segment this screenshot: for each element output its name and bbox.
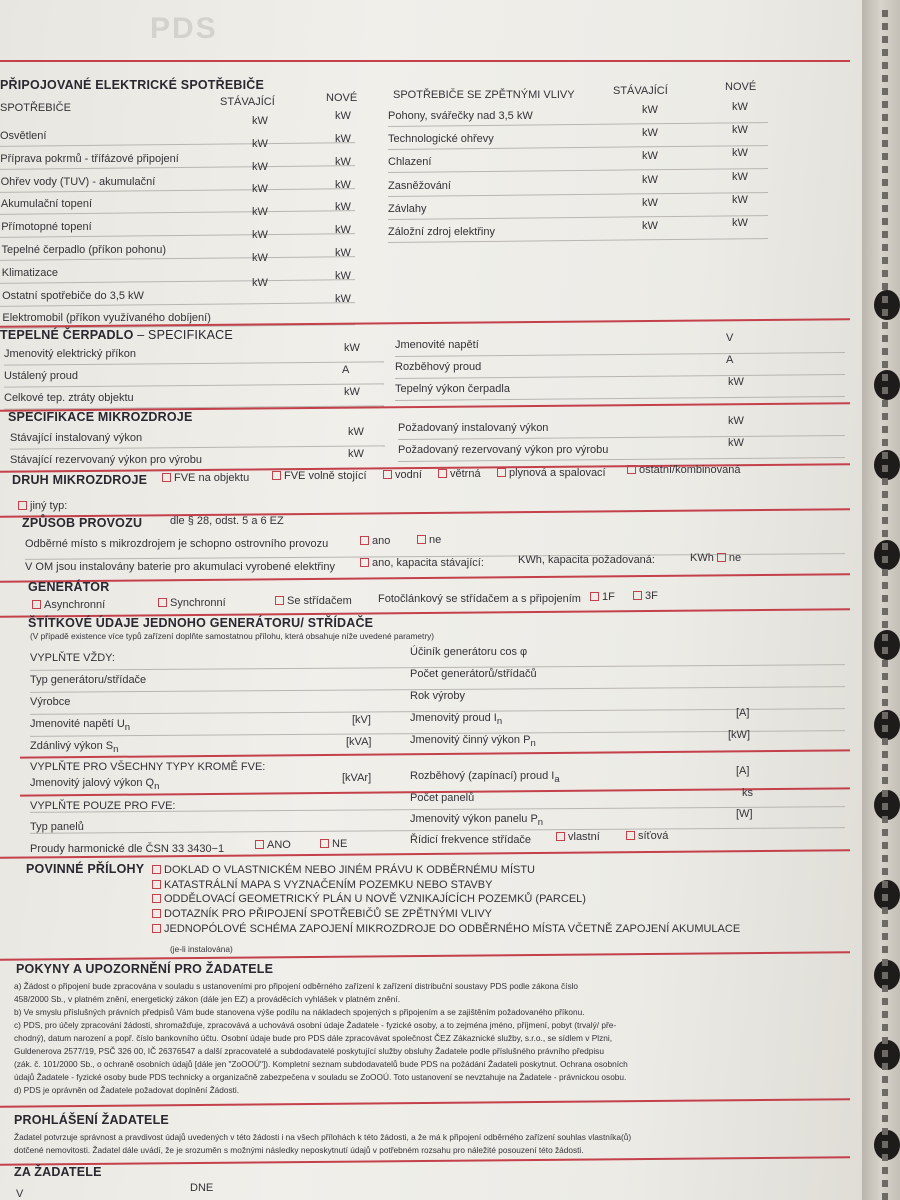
red-rule-gen [0, 573, 850, 582]
binder-mark [882, 1063, 888, 1070]
binder-mark [882, 75, 888, 82]
mz-left-unit: kW [348, 426, 364, 438]
stit-typ: Typ generátoru/střídače [30, 674, 147, 686]
binder-mark [882, 348, 888, 355]
consumer-row-label: Ohřev vody (TUV) - akumulační [0, 175, 156, 188]
consumer-row-label: Akumulační topení [0, 198, 93, 211]
binder-mark [882, 712, 888, 719]
unit-new: kW [335, 224, 351, 237]
binder-mark [882, 10, 888, 17]
row-line [4, 383, 384, 387]
binder-mark [882, 23, 888, 30]
unit-current: kW [252, 160, 268, 173]
stit-vykon-unit: [W] [736, 808, 753, 820]
binder-mark [882, 1193, 888, 1200]
binder-mark [882, 426, 888, 433]
stit-cinny: Jmenovitý činný výkon $P_n$ [410, 734, 536, 750]
unit-current: kW [252, 251, 268, 264]
stit-ridici: Řídicí frekvence střídače [410, 834, 532, 846]
option-fve-objekt[interactable]: FVE na objektu [162, 472, 249, 485]
checkbox[interactable] [152, 924, 161, 933]
checkbox[interactable] [320, 839, 329, 848]
provoz-q1-ne[interactable]: ne [417, 534, 441, 547]
binder-mark [882, 478, 888, 485]
binder-mark [882, 335, 888, 342]
row-line [0, 142, 355, 147]
row-line [395, 396, 845, 401]
binder-mark [882, 1167, 888, 1174]
consumer-row-label: Přímotopné topení [1, 221, 92, 234]
checkbox[interactable] [152, 865, 161, 874]
instruction-line: a) Žádost o připojení bude zpracována v souladu s ustanoveními pro připojení odběrného zařízení k zařízení distribuční soustavy PDS podle zákona číslo [14, 981, 579, 991]
unit-new: kW [732, 217, 748, 229]
unit-current: kW [642, 196, 658, 209]
tc-left-unit: A [342, 364, 350, 376]
consumer-vlivy-row-label: Záložní zdroj elektřiny [388, 226, 495, 238]
row-line [398, 435, 845, 440]
checkbox[interactable] [275, 596, 284, 605]
checkbox[interactable] [152, 880, 161, 889]
stit-vyrobce: Výrobce [30, 696, 71, 708]
instruction-line: údajů Žadatele - fyzické osoby bude PDS technicky a organizačně zabezpečena v souladu se ZoOOÚ. Toto ustanovení se nevztahuje na Žadatele - právnickou osobu. [14, 1072, 627, 1082]
ridici-vlastni[interactable]: vlastní [556, 831, 600, 844]
stit-pocetpanelu: Počet panelů [410, 792, 475, 804]
row-line [4, 361, 384, 365]
binder-mark [882, 556, 888, 563]
binder-mark [882, 855, 888, 862]
unit-new: kW [335, 155, 351, 168]
stit-rozbeh: Rozběhový (zapínací) proud $I_a$ [410, 770, 560, 786]
checkbox[interactable] [255, 840, 264, 849]
binder-mark [882, 36, 888, 43]
harm-ne[interactable]: NE [320, 838, 347, 851]
section-title-pokyny: POKYNY A UPOZORNĚNÍ PRO ŽADATELE [16, 962, 274, 976]
binder-mark [882, 283, 888, 290]
option-ostatni[interactable]: ostatní/kombinovaná [627, 464, 741, 477]
binder-mark [882, 231, 888, 238]
binder-mark [882, 998, 888, 1005]
binder-mark [882, 257, 888, 264]
unit-current: kW [252, 229, 268, 242]
unit-new: kW [732, 170, 748, 183]
col-header-spotrebice-vlivy: SPOTŘEBIČE SE ZPĚTNÝMI VLIVY [393, 89, 575, 101]
checkbox[interactable] [360, 536, 369, 545]
red-rule-prohl [0, 1098, 850, 1107]
option-vetrna[interactable]: větrná [438, 468, 481, 481]
binder-mark [882, 322, 888, 329]
unit-new: kW [335, 110, 351, 123]
checkbox[interactable] [272, 471, 281, 480]
binder-mark [882, 608, 888, 615]
instruction-line: d) PDS je oprávněn od Žadatele požadovat doplnění Žádosti. [14, 1085, 240, 1095]
row-line [388, 168, 768, 173]
binder-mark [882, 738, 888, 745]
instruction-line: chodný), datum narození a popř. číslo bankovního účtu. Osobní údaje bude pro PDS dále zpracovávat společnost ČEZ Zákaznické služby, s.r.o., se sídlem v Plzni, [14, 1033, 612, 1043]
tc-left-label: Jmenovitý elektrický příkon [4, 348, 137, 360]
unit-new: kW [732, 147, 748, 160]
binder-mark [882, 920, 888, 927]
section-title-za: ZA ŽADATELE [14, 1165, 102, 1179]
consumer-vlivy-row-label: Technologické ohřevy [388, 133, 494, 146]
unit-current: kW [642, 104, 658, 116]
consumer-vlivy-row-label: Chlazení [388, 156, 432, 169]
binder-mark [882, 894, 888, 901]
unit-new: kW [732, 101, 748, 113]
attachment-item[interactable]: DOKLAD O VLASTNICKÉM NEBO JINÉM PRÁVU K ODBĚRNÉMU MÍSTU [152, 864, 535, 877]
binder-mark [882, 1037, 888, 1044]
stit-vzdy: VYPLŇTE VŽDY: [30, 652, 115, 664]
col-header-current: STÁVAJÍCÍ [220, 96, 275, 108]
binder-mark [882, 504, 888, 511]
binder-mark [882, 530, 888, 537]
section-title-gen: GENERÁTOR [28, 580, 110, 594]
checkbox[interactable] [32, 600, 41, 609]
binder-mark [882, 946, 888, 953]
provoz-q2: V OM jsou instalovány baterie pro akumulaci vyrobené elektřiny [25, 561, 335, 573]
binder-mark [882, 933, 888, 940]
unit-new: kW [732, 124, 748, 137]
tc-left-label: Celkové tep. ztráty objektu [4, 392, 134, 404]
checkbox[interactable] [627, 465, 636, 474]
unit-new: kW [335, 201, 351, 214]
kwh-label-2[interactable]: KWh ne [690, 552, 742, 564]
binder-mark [882, 569, 888, 576]
row-line [388, 215, 768, 220]
attachment-item[interactable]: ODDĚLOVACÍ GEOMETRICKÝ PLÁN U NOVĚ VZNIKAJÍCÍCH POZEMKŮ (PARCEL) [152, 893, 586, 906]
binder-mark [882, 361, 888, 368]
mz-right-label: Požadovaný instalovaný výkon [398, 422, 549, 434]
provoz-note: dle § 28, odst. 5 a 6 EZ [170, 515, 284, 527]
tc-right-unit: A [726, 354, 734, 366]
checkbox[interactable] [626, 831, 635, 840]
top-red-rule [0, 60, 850, 62]
unit-current: kW [252, 137, 268, 150]
harm-ano[interactable]: ANO [255, 839, 291, 852]
stit-pocet: Počet generátorů/střídačů [410, 668, 537, 680]
binder-mark [882, 647, 888, 654]
row-line [10, 445, 385, 449]
mz-left-label: Stávající instalovaný výkon [10, 432, 143, 444]
binder-mark [882, 140, 888, 147]
stit-fve: VYPLŇTE POUZE PRO FVE: [30, 800, 176, 812]
binder-mark [882, 1089, 888, 1096]
tc-right-label: Jmenovité napětí [395, 339, 479, 351]
za-dne: DNE [190, 1182, 214, 1194]
binder-mark [882, 816, 888, 823]
section-title-provoz: ZPŮSOB PROVOZU [22, 516, 143, 530]
binder-mark [882, 803, 888, 810]
consumer-vlivy-row-label: Závlahy [388, 202, 427, 215]
stit-jalovy-unit: [kVAr] [342, 772, 372, 784]
tc-left-label: Ustálený proud [4, 370, 78, 382]
prohl-line-1: Žadatel potvrzuje správnost a pravdivost údajů uvedených v této žádosti i na všech přílohách k této žádosti, a že má k připojení odběrného zařízení souhlas vlastníka(ů) [14, 1132, 632, 1142]
section-title-prilohy: POVINNÉ PŘÍLOHY [26, 862, 145, 876]
instruction-line: 458/2000 Sb., v platném znění, energetický zákon (dále jen EZ) a prováděcích vyhlášek v platném znění. [14, 994, 401, 1004]
tc-right-label: Tepelný výkon čerpadla [395, 383, 510, 395]
stit-vykonpanelu: Jmenovitý výkon panelu $P_n$ [410, 813, 544, 829]
binder-mark [882, 309, 888, 316]
binder-mark [882, 218, 888, 225]
option-jiny-typ[interactable]: jiný typ: [18, 500, 67, 513]
binder-mark [882, 517, 888, 524]
gen-asynchronni[interactable]: Asynchronní [32, 599, 105, 612]
row-line [395, 374, 845, 379]
binder-mark [882, 543, 888, 550]
section-title-prohl: PROHLÁŠENÍ ŽADATELE [14, 1113, 169, 1127]
col-header-current-2: STÁVAJÍCÍ [613, 85, 668, 97]
prohl-line-2: dotčené nemovitosti. Žadatel dále uvádí, že je srozuměn s možnými následky neposkytnutí údajů v potřebném rozsahu pro náležité posouzení této žádosti. [14, 1145, 584, 1155]
provoz-q1: Odběrné místo s mikrozdrojem je schopno ostrovního provozu [25, 538, 329, 550]
binder-edge [862, 0, 900, 1200]
consumer-row-label: Osvětlení [0, 130, 47, 142]
attachment-item[interactable]: JEDNOPÓLOVÉ SCHÉMA ZAPOJENÍ MIKROZDROJE DO ODBĚRNÉHO MÍSTA VČETNĚ ZAPOJENÍ AKUMULACE [152, 923, 740, 936]
checkbox[interactable] [152, 909, 161, 918]
binder-mark [882, 881, 888, 888]
tc-left-unit: kW [344, 342, 360, 354]
section-title-spotrebice: PŘIPOJOVANÉ ELEKTRICKÉ SPOTŘEBIČE [0, 78, 265, 92]
binder-mark [882, 270, 888, 277]
checkbox[interactable] [360, 558, 369, 567]
gen-3f[interactable]: 3F [633, 590, 658, 603]
unit-new: kW [335, 178, 351, 191]
checkbox[interactable] [633, 591, 642, 600]
binder-mark [882, 1115, 888, 1122]
checkbox[interactable] [383, 470, 392, 479]
checkbox[interactable] [162, 473, 171, 482]
consumer-row-label: Příprava pokrmů - třífázové připojení [0, 152, 179, 165]
binder-mark [882, 634, 888, 641]
mz-left-label: Stávající rezervovaný výkon pro výrobu [10, 454, 202, 466]
stit-ucinik: Účiník generátoru cos φ [410, 646, 528, 658]
row-line [395, 352, 845, 357]
binder-mark [882, 1050, 888, 1057]
binder-mark [882, 1128, 888, 1135]
stit-rok: Rok výroby [410, 690, 466, 702]
binder-mark [882, 153, 888, 160]
binder-mark [882, 374, 888, 381]
binder-mark [882, 725, 888, 732]
red-rule-krome [20, 749, 850, 758]
binder-mark [882, 699, 888, 706]
binder-mark [882, 179, 888, 186]
binder-mark [882, 192, 888, 199]
mz-right-unit: kW [728, 415, 744, 427]
binder-mark [882, 1024, 888, 1031]
consumer-vlivy-row-label: Zasněžování [388, 179, 451, 192]
stit-pocet-unit: ks [742, 787, 753, 799]
unit-new: kW [732, 193, 748, 206]
col-header-new-2: NOVÉ [725, 81, 757, 93]
binder-mark [882, 686, 888, 693]
gen-stridac[interactable]: Se střídačem [275, 595, 352, 608]
binder-mark [882, 413, 888, 420]
checkbox[interactable] [438, 469, 447, 478]
unit-new: kW [335, 247, 351, 260]
unit-new: kW [335, 133, 351, 146]
tc-left-unit: kW [344, 386, 360, 398]
red-rule-za [0, 1156, 850, 1165]
checkbox[interactable] [18, 501, 27, 510]
unit-current: kW [252, 183, 268, 196]
binder-mark [882, 582, 888, 589]
kwh-label-1: KWh, kapacita požadovaná: [518, 554, 655, 566]
stit-cinny-unit: [kW] [728, 729, 750, 741]
binder-mark [882, 49, 888, 56]
binder-mark [882, 114, 888, 121]
option-fve-volne[interactable]: FVE volně stojící [272, 470, 367, 483]
binder-mark [882, 842, 888, 849]
binder-mark [882, 777, 888, 784]
unit-current: kW [252, 206, 268, 219]
stit-zdanlivy-unit: [kVA] [346, 736, 372, 748]
instruction-line: (zák. č. 101/2000 Sb., o ochraně osobních údajů [dále jen "ZoOOÚ"]). Kompletní seznam subdodavatelů bude PDS na požádání Žadateli poskytnut. Ochrana osobních [14, 1059, 628, 1069]
section-title-druh: DRUH MIKROZDROJE [12, 473, 148, 487]
binder-mark [882, 907, 888, 914]
attachment-item[interactable]: DOTAZNÍK PRO PŘIPOJENÍ SPOTŘEBIČŮ SE ZPĚTNÝMI VLIVY [152, 908, 492, 921]
binder-mark [882, 465, 888, 472]
instruction-line: b) Ve smyslu příslušných právních předpisů Vám bude stanovena výše podílu na nákladech spojených s připojením a se zajištěním požadovaného příkonu. [14, 1007, 585, 1017]
consumer-vlivy-row-label: Pohony, svářečky nad 3,5 kW [388, 110, 533, 122]
checkbox[interactable] [158, 598, 167, 607]
binder-mark [882, 972, 888, 979]
faded-watermark: PDS [150, 12, 218, 45]
checkbox[interactable] [590, 592, 599, 601]
consumer-row-label: Ostatní spotřebiče do 3,5 kW [2, 289, 144, 302]
unit-current: kW [642, 220, 658, 232]
binder-mark [882, 829, 888, 836]
binder-mark [882, 296, 888, 303]
binder-mark [882, 439, 888, 446]
col-header-spotrebice: SPOTŘEBIČE [0, 102, 71, 114]
stit-proud: Jmenovitý proud $I_n$ [410, 712, 503, 728]
consumer-row-label: Elektromobil (příkon využívaného dobíjení) [2, 312, 211, 325]
unit-current: kW [642, 173, 658, 186]
binder-mark [882, 244, 888, 251]
unit-current: kW [252, 276, 268, 289]
stit-zdanlivy: Zdánlivý výkon $S_n$ [30, 740, 119, 756]
tc-right-label: Rozběhový proud [395, 361, 482, 373]
binder-mark [882, 751, 888, 758]
binder-mark [882, 101, 888, 108]
binder-mark [882, 1141, 888, 1148]
binder-mark [882, 1102, 888, 1109]
checkbox[interactable] [717, 553, 726, 562]
tc-right-unit: kW [728, 376, 744, 388]
stit-proud-unit: [A] [736, 707, 750, 719]
binder-mark [882, 491, 888, 498]
tc-right-unit: V [726, 332, 734, 344]
binder-mark [882, 790, 888, 797]
consumer-row-label: Tepelné čerpadlo (příkon pohonu) [1, 244, 167, 256]
unit-new: kW [335, 269, 351, 282]
binder-mark [882, 205, 888, 212]
stit-rozbeh-unit: [A] [736, 765, 750, 777]
stit-typpanelu: Typ panelů [30, 821, 84, 833]
checkbox[interactable] [497, 468, 506, 477]
gen-synchronni[interactable]: Synchronní [158, 597, 226, 610]
unit-current: kW [642, 150, 658, 163]
section-title-tc: TEPELNÉ ČERPADLO – SPECIFIKACE [0, 328, 233, 342]
option-plynova[interactable]: plynová a spalovací [497, 467, 606, 480]
consumer-row-label: Klimatizace [1, 266, 59, 279]
gen-1f[interactable]: 1F [590, 591, 615, 604]
binder-mark [882, 1076, 888, 1083]
binder-mark [882, 959, 888, 966]
binder-mark [882, 868, 888, 875]
stit-harm: Proudy harmonické dle ČSN 33 3430−1 [30, 843, 225, 855]
binder-mark [882, 985, 888, 992]
binder-mark [882, 621, 888, 628]
prilohy-sub: (je-li instalována) [170, 944, 233, 954]
checkbox[interactable] [417, 535, 426, 544]
col-header-new: NOVÉ [326, 92, 358, 104]
section-title-mz: SPECIFIKACE MIKROZDROJE [8, 410, 193, 424]
instruction-line: c) PDS, pro účely zpracování žádosti, shromažďuje, zpracovává a uchovává osobní údaje Žadatele - fyzické osoby, a to zejména jméno, příjmení, pobyt (trvalý/ pře- [14, 1020, 617, 1030]
red-rule-pokyny [0, 951, 850, 960]
stit-napeti-unit: [kV] [352, 714, 371, 726]
binder-mark [882, 764, 888, 771]
unit-new: kW [335, 292, 351, 305]
binder-mark [882, 452, 888, 459]
binder-mark [882, 387, 888, 394]
checkbox[interactable] [556, 832, 565, 841]
binder-mark [882, 660, 888, 667]
attachment-item[interactable]: KATASTRÁLNÍ MAPA S VYZNAČENÍM POZEMKU NEBO STAVBY [152, 879, 492, 892]
stit-napeti: Jmenovité napětí $U_n$ [30, 718, 131, 734]
binder-mark [882, 673, 888, 680]
stit-jalovy: Jmenovitý jalový výkon $Q_n$ [30, 777, 160, 793]
provoz-q2-ano[interactable]: ano, kapacita stávající: [360, 557, 484, 570]
binder-mark [882, 166, 888, 173]
stit-krome: VYPLŇTE PRO VŠECHNY TYPY KROMĚ FVE: [30, 761, 266, 773]
binder-mark [882, 88, 888, 95]
checkbox[interactable] [152, 894, 161, 903]
unit-current: kW [252, 115, 268, 128]
binder-mark [882, 1154, 888, 1161]
ridici-sitova[interactable]: síťová [626, 830, 668, 843]
mz-left-unit: kW [348, 448, 364, 460]
binder-mark [882, 1180, 888, 1187]
option-vodni[interactable]: vodní [383, 469, 422, 482]
gen-fotoclankovy: Fotočlánkový se střídačem a s připojením [378, 593, 581, 605]
row-line [398, 457, 845, 462]
unit-current: kW [642, 127, 658, 140]
binder-mark [882, 400, 888, 407]
section-title-stit: ŠTÍTKOVÉ ÚDAJE JEDNOHO GENERÁTORU/ STŘÍDAČE [28, 616, 374, 630]
binder-mark [882, 62, 888, 69]
stit-note: (V případě existence více typů zařízení doplňte samostatnou přílohu, která obsahuje níže uvedené parametry) [30, 631, 435, 641]
za-v: V [16, 1188, 24, 1200]
binder-mark [882, 595, 888, 602]
binder-mark [882, 1011, 888, 1018]
mz-right-unit: kW [728, 437, 744, 449]
mz-right-label: Požadovaný rezervovaný výkon pro výrobu [398, 444, 609, 456]
instruction-line: Guldenerova 2577/19, PSČ 326 00, IČ 26376547 a další zpracovatelé a subdodavatelé poskytující služby obsluhy Žadatele podle příslušného právního předpisu [14, 1046, 604, 1056]
binder-mark [882, 127, 888, 134]
provoz-q1-ano[interactable]: ano [360, 535, 390, 548]
